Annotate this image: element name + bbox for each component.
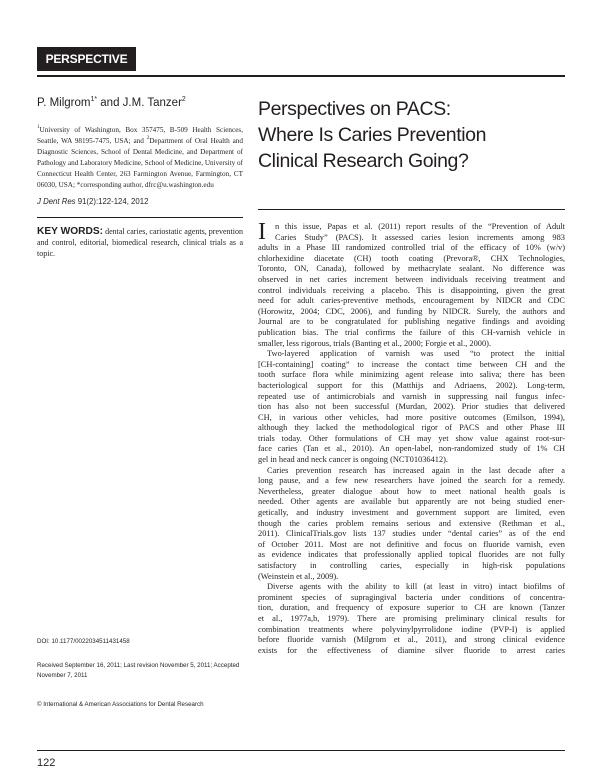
body-line: long pause, and a few new researchers have joined the search for a remedy. xyxy=(258,476,565,486)
doi: DOI: 10.1177/0022034511431458 xyxy=(37,638,130,645)
body-line: repeated use of antimicrobials and varnish in suppressing nail fungus infec- xyxy=(258,391,565,401)
body-line: Diverse agents with the ability to kill (at least in vitro) intact biofilms of xyxy=(267,582,565,592)
body-line: observed in net caries increment between individuals receiving treatment and xyxy=(258,274,565,284)
article-title xyxy=(258,96,558,174)
author-marks: 1* xyxy=(90,96,98,103)
received-dates: Received September 16, 2011; Last revision November 5, 2011; Accepted November 7, 2011 xyxy=(37,662,240,679)
body-line: prominent species of supragingival bacteria under conditions of concentra- xyxy=(258,592,565,602)
body-line: tooth surface flora while minimizing agent release into saliva; there has been xyxy=(258,370,565,380)
author-join: and xyxy=(97,97,123,109)
body-line: face caries (Tan et al., 2010). An open-label, non-randomized study of 1% CH xyxy=(258,444,565,454)
body-line: (Weinstein et al., 2009). xyxy=(258,571,339,581)
body-line: [CH-containing] coating” to increase the contact time between CH and the xyxy=(258,359,565,369)
body-line: CH, in various other vehicles, had more positive outcomes (Emilson, 1994), xyxy=(258,412,565,422)
affiliation-mark: 1 xyxy=(37,125,40,130)
body-line: smaller, less rigorous, trials (Banting et al., 2000; Forgie et al., 2000). xyxy=(258,338,492,348)
header-rule xyxy=(37,75,565,77)
author-marks: 2 xyxy=(181,96,186,103)
body-line: Caries Study” (PACS). It assessed caries lesion increments among 983 xyxy=(275,232,565,242)
author-list xyxy=(37,96,237,110)
body-line: n this issue, Papas et al. (2011) report results of the “Prevention of Adult xyxy=(275,222,565,231)
keywords-block xyxy=(37,226,243,259)
body-line: trials today. Other formulations of CH may yet show value against root-sur- xyxy=(258,433,565,443)
body-line: exists for the effectiveness of diamine silver fluoride to arrest caries xyxy=(258,645,565,655)
keywords-label: KEY WORDS: xyxy=(37,226,104,237)
body-line: Nevertheless, greater dialogue about how to meet national health goals is xyxy=(258,486,565,496)
affiliation-text: University of Washington, Box 357475, B-509 Health Sciences, Seattle, WA 98195-7475, USA; and xyxy=(37,126,243,145)
affiliations xyxy=(37,125,243,191)
left-column-rule xyxy=(37,217,243,218)
article-body xyxy=(258,219,565,656)
title-line: Perspectives on PACS: xyxy=(258,98,451,120)
body-line: tion has also not been successful (Murdan, 2002). Prior studies that delivered xyxy=(258,402,565,412)
body-line: combination treatments where polyvinylpyrrolidone iodine (PVP-I) is applied xyxy=(258,624,565,634)
body-line: tion, duration, and frequency of exposure superior to CH are known (Tanzer xyxy=(258,603,565,613)
keywords-text: dental caries, cariostatic agents, prevention and control, editorial, biomedical research, clinical trials as a topic. xyxy=(37,227,243,258)
body-line: though the caries problem remains serious and extensive (Rethman et al., xyxy=(258,518,565,528)
body-line: (Horowitz, 2004; CDC, 2006), and funding by NIDCR. Surely, the authors and xyxy=(258,306,565,316)
affiliation-text: Department of Oral Health and Diagnostic Sciences, School of Dental Medicine, and Department of Pathology and Laboratory Medicine, School of Medicine, University of Connecticut Health Center, 263 Farmington Avenue, Farmington, CT 06030, USA; *corresponding author, dfrc@u.washington.edu xyxy=(37,137,243,189)
body-line: although they lacked the methodological rigor of PACS and other Phase III xyxy=(258,423,565,433)
body-line: need for adult caries-preventive methods, encouragement by NIDCR and CDC xyxy=(258,296,565,306)
body-line: adults in a Phase III randomized controlled trial of the efficacy of 10% (w/v) xyxy=(258,243,565,253)
body-line: satisfactory in controlling caries, especially in high-risk populations xyxy=(258,561,565,570)
drop-cap: I xyxy=(258,219,266,245)
body-line: Journal are to be congratulated for publishing negative findings and avoiding xyxy=(258,317,565,327)
title-line: Clinical Research Going? xyxy=(258,150,469,172)
body-line: needed. Other agents are available but apparently are not being studied ener- xyxy=(258,497,565,507)
body-line: of October 2011. Most are not definitive and focus on fluoride varnish, even xyxy=(258,539,565,549)
body-line: Caries prevention research has increased again in the last decade after a xyxy=(267,465,565,475)
copyright: © International & American Associations for Dental Research xyxy=(37,701,204,708)
title-rule xyxy=(258,209,565,210)
body-line: 2011). ClinicalTrials.gov lists 137 studies under “dental caries” as of the end xyxy=(258,529,565,539)
title-line: Where Is Caries Prevention xyxy=(258,124,487,146)
page-number: 122 xyxy=(37,757,56,769)
body-line: control individuals receiving a placebo. This is disappointing, given the great xyxy=(258,285,565,295)
body-line: as evidence indicates that professionally applied topical fluorides are not fully xyxy=(258,550,565,560)
footer-rule xyxy=(37,750,565,751)
section-badge: PERSPECTIVE xyxy=(37,47,136,71)
body-line: et al., 1977a,b, 1979). There are promising preliminary clinical results for xyxy=(258,613,565,623)
body-line: chlorhexidine diacetate (CH) tooth coating (Prevora®, CHX Technologies, xyxy=(258,253,565,263)
body-line: publication bias. The trial confirms the failure of this CH-varnish vehicle in xyxy=(258,327,565,337)
author-name: P. Milgrom xyxy=(37,97,91,109)
journal-citation xyxy=(37,197,243,207)
body-line: Two-layered application of varnish was used “to protect the initial xyxy=(267,349,565,359)
body-line: before fluoride varnish (Milgrom et al., 2011), and strong clinical evidence xyxy=(258,635,565,645)
journal-name: J Dent Res xyxy=(37,197,76,206)
body-line: Toronto, ON, Canada), followed by methacrylate sealant. No difference was xyxy=(258,264,565,274)
author-name: J.M. Tanzer xyxy=(122,97,182,109)
body-line: gel in head and neck cancer is ongoing (NCT01036412). xyxy=(258,455,449,465)
citation-details: 91(2):122-124, 2012 xyxy=(75,197,149,206)
body-line: getically, and industry investment and government support are limited, even xyxy=(258,508,565,518)
body-line: bacteriological support for this (Matthijs and Adriaens, 2002). Long-term, xyxy=(258,380,565,390)
affiliation-mark: 2 xyxy=(146,136,150,141)
